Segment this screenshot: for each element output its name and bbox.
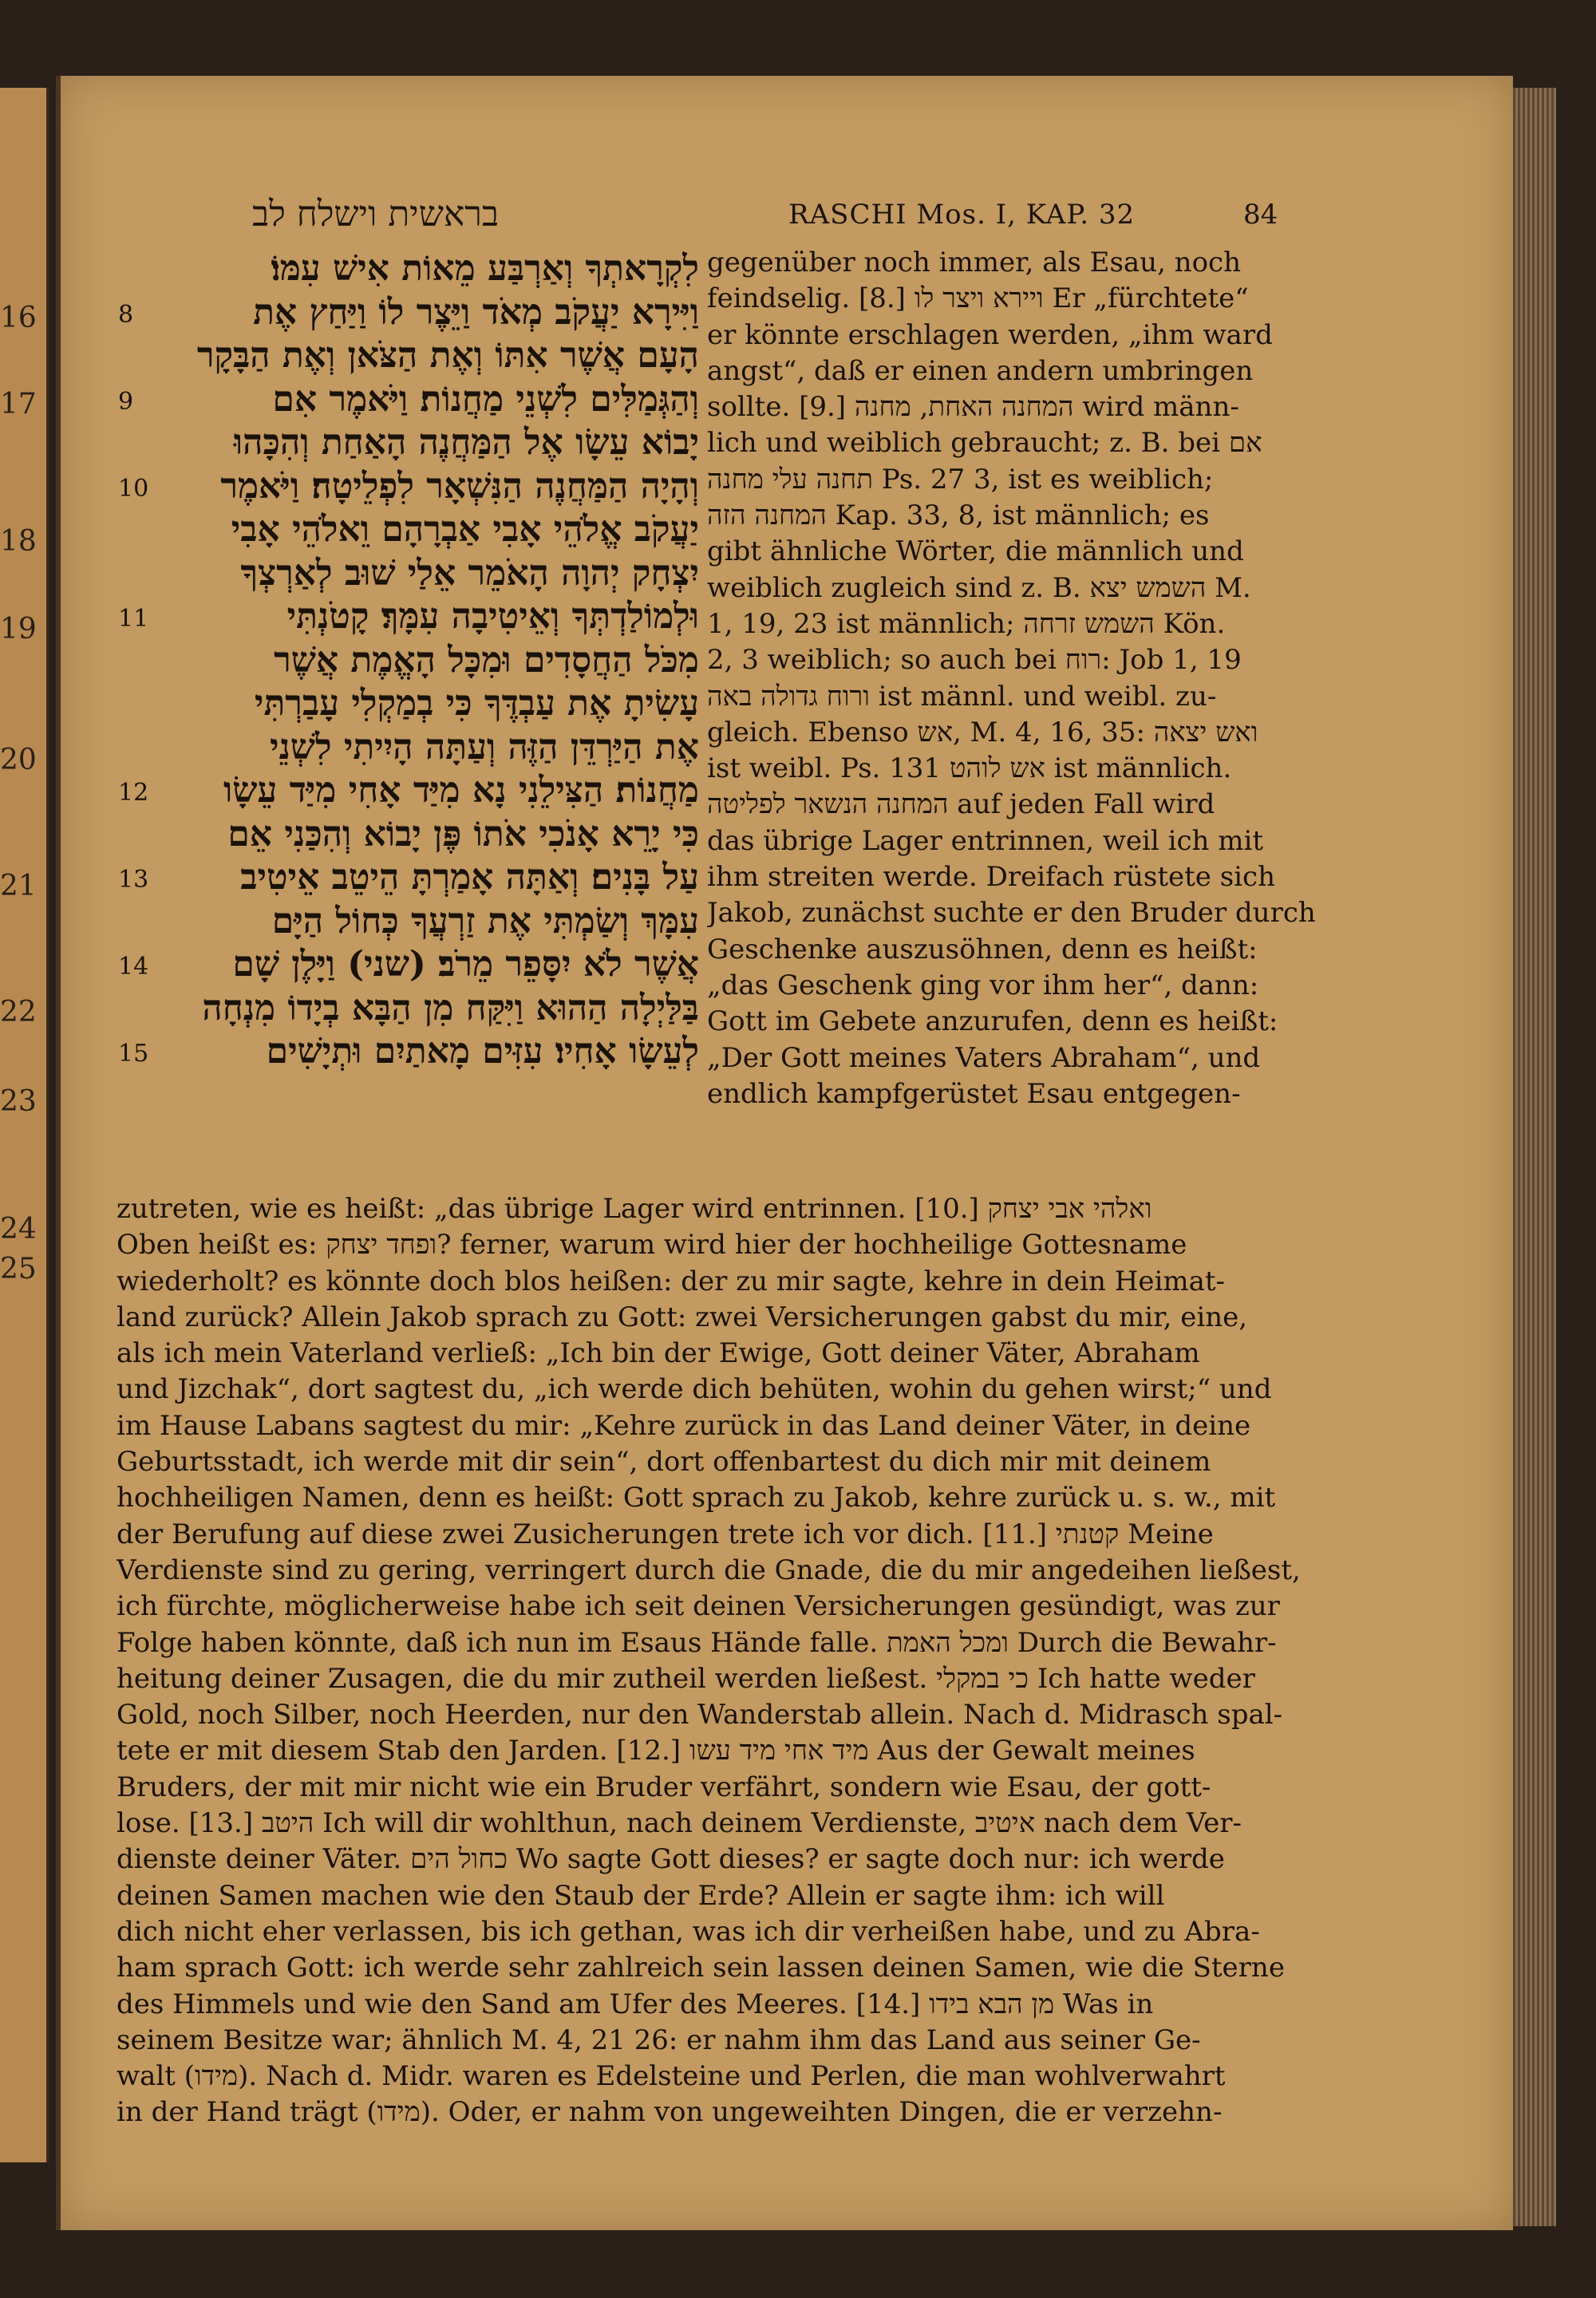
commentary-line: gleich. Ebenso אש, M. 4, 16, 35: ואש יצאה	[707, 716, 1258, 748]
commentary-line: tete er mit diesem Stab den Jarden. [12.] מיד אחי מיד עשו Aus der Gewalt meines	[117, 1735, 1195, 1767]
commentary-line: Jakob, zunächst suchte er den Bruder durch	[707, 897, 1316, 930]
commentary-line: ihm streiten werde. Dreifach rüstete sich	[707, 861, 1275, 894]
commentary-line: feindselig. [8.] ויירא ויצר לו Er „fürchtete“	[707, 282, 1249, 315]
adjacent-page-edge	[0, 88, 49, 2162]
verse-number: 8	[118, 300, 134, 329]
left-line-number: 23	[0, 1085, 37, 1118]
commentary-line: 2, 3 weiblich; so auch bei רוח: Job 1, 19	[707, 644, 1242, 677]
hebrew-verse-line: אֶת הַיַּרְדֵּן הַזֶּה וְעַתָּה הָיִיתִי לִשְׁנֵי	[269, 726, 699, 768]
hebrew-verse-line: כִּי יָרֵא אָנֹכִי אֹתוֹ פֶּן יָבוֹא וְהִכַּנִי אֵם	[227, 813, 699, 855]
hebrew-verse-line: יַעֲקֹב אֱלֹהֵי אָבִי אַבְרָהָם וֵאלֹהֵי אָבִי	[231, 509, 699, 550]
commentary-full-width	[117, 1191, 1329, 2131]
header-title: RASCHI Mos. I, KAP. 32	[788, 199, 1136, 231]
commentary-line: lich und weiblich gebraucht; z. B. bei אם	[707, 427, 1262, 460]
hebrew-verse-line: עַל בָּנִים׃ וְאַתָּה אָמַרְתָּ הֵיטֵב אֵיטִיב	[240, 857, 699, 898]
commentary-line: endlich kampfgerüstet Esau entgegen-	[707, 1077, 1241, 1110]
commentary-line: des Himmels und wie den Sand am Ufer des Meeres. [14.] מן הבא בידו Was in	[117, 1988, 1154, 2020]
left-line-number: 17	[0, 388, 37, 421]
commentary-line: תחנה עלי מחנה Ps. 27 3, ist es weiblich;	[707, 463, 1214, 496]
left-line-number: 25	[0, 1253, 37, 1285]
header-hebrew-title: בראשית וישלח לב	[252, 194, 500, 235]
hebrew-verse-line: עִמָּךְ וְשַׂמְתִּי אֶת זַרְעֲךָ כְּחוֹל הַיָּם	[271, 900, 699, 942]
commentary-line: hochheiligen Namen, denn es heißt: Gott sprach zu Jakob, kehre zurück u. s. w., mit	[117, 1482, 1276, 1514]
page-header	[61, 194, 1513, 242]
hebrew-verse-line: מַחֲנוֹת׃ הַצִּילֵנִי נָא מִיַּד אָחִי מִיַּד עֵשָׂו	[223, 770, 699, 811]
commentary-line: sollte. [9.] המחנה האחת, מחנה wird männ-	[707, 391, 1239, 424]
commentary-line: „Der Gott meines Vaters Abraham“, und	[707, 1041, 1261, 1074]
commentary-line: Verdienste sind zu gering, verringert durch die Gnade, die du mir angedeihen ließest,	[117, 1554, 1301, 1586]
commentary-line: weiblich zugleich sind z. B. השמש יצא M.	[707, 571, 1251, 604]
commentary-line: 1, 19, 23 ist männlich; השמש זרחה Kön.	[707, 607, 1226, 640]
commentary-line: dich nicht eher verlassen, bis ich gethan, was ich dir verheißen habe, und zu Abra-	[117, 1915, 1260, 1948]
left-line-number: 24	[0, 1213, 37, 1246]
commentary-line: המחנה הזה Kap. 33, 8, ist männlich; es	[707, 499, 1210, 532]
commentary-line: Gott im Gebete anzurufen, denn es heißt:	[707, 1005, 1278, 1038]
commentary-line: Geburtsstadt, ich werde mit dir sein“, dort offenbartest du dich mir mit deinem	[117, 1446, 1211, 1479]
left-line-number: 22	[0, 996, 37, 1029]
verse-number: 9	[118, 387, 134, 416]
left-line-number: 21	[0, 870, 37, 902]
left-line-number: 19	[0, 613, 37, 646]
hebrew-verse-line: אֲשֶׁר לֹא יִסָּפֵר מֵרֹב׃ (שני) וַיָּלֶן שָׁם	[232, 944, 699, 985]
commentary-line: er könnte erschlagen werden, „ihm ward	[707, 318, 1273, 351]
book-page	[56, 76, 1513, 2230]
commentary-line: ham sprach Gott: ich werde sehr zahlreich sein lassen deinen Samen, wie die Sterne	[117, 1952, 1285, 1984]
left-line-number: 16	[0, 302, 37, 334]
hebrew-verse-column	[109, 247, 699, 1074]
commentary-line: wiederholt? es könnte doch blos heißen: der zu mir sagte, kehre in dein Heimat-	[117, 1265, 1226, 1297]
hebrew-verse-line: לִקְרָאתְךָ וְאַרְבַּע מֵאוֹת אִישׁ עִמּוֹ׃	[271, 248, 699, 289]
commentary-line: in der Hand trägt (מידו). Oder, er nahm von ungeweihten Dingen, die er verzehn-	[117, 2096, 1223, 2129]
book-page-edges	[1508, 88, 1556, 2226]
commentary-line: ich fürchte, möglicherweise habe ich seit deinen Versicherungen gesündigt, was zur	[117, 1590, 1280, 1623]
commentary-line: der Berufung auf diese zwei Zusicherungen trete ich vor dich. [11.] קטנתי Meine	[117, 1518, 1214, 1550]
commentary-line: walt (מידו). Nach d. Midr. waren es Edelsteine und Perlen, die man wohlverwahrt	[117, 2060, 1226, 2093]
commentary-line: dienste deiner Väter. כחול הים Wo sagte Gott dieses? er sagte doch nur: ich werde	[117, 1843, 1225, 1876]
commentary-line: ורוח גדולה באה ist männl. und weibl. zu-	[707, 680, 1217, 713]
hebrew-verse-line: הָעָם אֲשֶׁר אִתּוֹ וְאֶת הַצֹּאן וְאֶת הַבָּקָר	[196, 335, 699, 376]
verse-number: 11	[118, 605, 149, 633]
hebrew-verse-line: וְהַגְּמַלִּים לִשְׁנֵי מַחֲנוֹת׃ וַיֹּאמֶר אִם	[272, 378, 699, 420]
left-line-number: 18	[0, 525, 37, 558]
commentary-line: Folge haben könnte, daß ich nun im Esaus Hände falle. ומכל האמת Durch die Bewahr-	[117, 1626, 1277, 1659]
hebrew-verse-line: לְעֵשָׂו אָחִיו׃ עִזִּים מָאתַיִם וּתְיָשִׁים	[266, 1031, 699, 1072]
commentary-line: angst“, daß er einen andern umbringen	[707, 354, 1254, 387]
hebrew-verse-line: וַיִּירָא יַעֲקֹב מְאֹד וַיֵּצֶר לוֹ וַיַּחַץ אֶת	[253, 291, 699, 333]
verse-number: 12	[118, 779, 149, 807]
commentary-line: als ich mein Vaterland verließ: „Ich bin der Ewige, Gott deiner Väter, Abraham	[117, 1337, 1200, 1370]
verse-number: 14	[118, 953, 149, 981]
commentary-line: המחנה הנשאר לפליטה auf jeden Fall wird	[707, 788, 1215, 821]
verse-number: 10	[118, 474, 149, 503]
verse-number: 15	[118, 1040, 149, 1068]
commentary-line: gegenüber noch immer, als Esau, noch	[707, 247, 1241, 278]
hebrew-verse-line: בַּלַּיְלָה הַהוּא וַיִּקַּח מִן הַבָּא בְיָדוֹ מִנְחָה	[202, 987, 699, 1029]
commentary-line: land zurück? Allein Jakob sprach zu Gott: zwei Versicherungen gabst du mir, eine,	[117, 1301, 1248, 1333]
commentary-line: lose. [13.] היטב Ich will dir wohlthun, nach deinem Verdienste, איטיב nach dem Ver-	[117, 1807, 1242, 1840]
commentary-right-column	[707, 245, 1329, 1112]
commentary-line: Bruders, der mit mir nicht wie ein Bruder verfährt, sondern wie Esau, der gott-	[117, 1771, 1211, 1803]
hebrew-verse-line: וְהָיָה הַמַּחֲנֶה הַנִּשְׁאָר לִפְלֵיטָה׃ וַיֹּאמֶר	[220, 465, 699, 507]
verse-number: 13	[118, 866, 149, 894]
commentary-line: das übrige Lager entrinnen, weil ich mit	[707, 824, 1263, 857]
commentary-line: „das Geschenk ging vor ihm her“, dann:	[707, 969, 1259, 1001]
hebrew-verse-line: מִכֹּל הַחֲסָדִים וּמִכָּל הָאֱמֶת אֲשֶׁר	[274, 639, 699, 681]
commentary-line: seinem Besitze war; ähnlich M. 4, 21 26: er nahm ihm das Land aus seiner Ge-	[117, 2024, 1201, 2056]
commentary-line: heitung deiner Zusagen, die du mir zutheil werden ließest. כי במקלי Ich hatte weder	[117, 1662, 1255, 1695]
commentary-line: ist weibl. Ps. 131 אש לוהט ist männlich.	[707, 752, 1232, 785]
commentary-line: deinen Samen machen wie den Staub der Erde? Allein er sagte ihm: ich will	[117, 1879, 1165, 1912]
page-number: 84	[1243, 199, 1278, 231]
commentary-line: gibt ähnliche Wörter, die männlich und	[707, 535, 1244, 568]
commentary-line: und Jizchak“, dort sagtest du, „ich werde dich behüten, wohin du gehen wirst;“ und	[117, 1373, 1272, 1406]
hebrew-verse-line: וּלְמוֹלַדְתְּךָ וְאֵיטִיבָה עִמָּךְ׃ קָטֹנְתִּי	[286, 596, 699, 637]
commentary-line: zutreten, wie es heißt: „das übrige Lager wird entrinnen. [10.] ואלהי אבי יצחק	[117, 1193, 1152, 1225]
commentary-line: Oben heißt es: ופחד יצחק? ferner, warum wird hier der hochheilige Gottesname	[117, 1229, 1187, 1262]
hebrew-verse-line: יָבוֹא עֵשָׂו אֶל הַמַּחֲנֶה הָאַחַת וְהִכָּהוּ	[233, 422, 699, 463]
left-line-number: 20	[0, 744, 37, 776]
commentary-line: Gold, noch Silber, noch Heerden, nur den Wanderstab allein. Nach d. Midrasch spal-	[117, 1699, 1283, 1731]
hebrew-verse-line: יִצְחָק יְהוָה הָאֹמֵר אֵלַי שׁוּב לְאַרְצְךָ	[240, 552, 699, 594]
commentary-line: Geschenke auszusöhnen, denn es heißt:	[707, 933, 1258, 965]
commentary-line: im Hause Labans sagtest du mir: „Kehre zurück in das Land deiner Väter, in deine	[117, 1409, 1251, 1442]
hebrew-verse-line: עָשִׂיתָ אֶת עַבְדֶּךָ כִּי בְמַקְלִי עָבַרְתִּי	[254, 683, 699, 724]
